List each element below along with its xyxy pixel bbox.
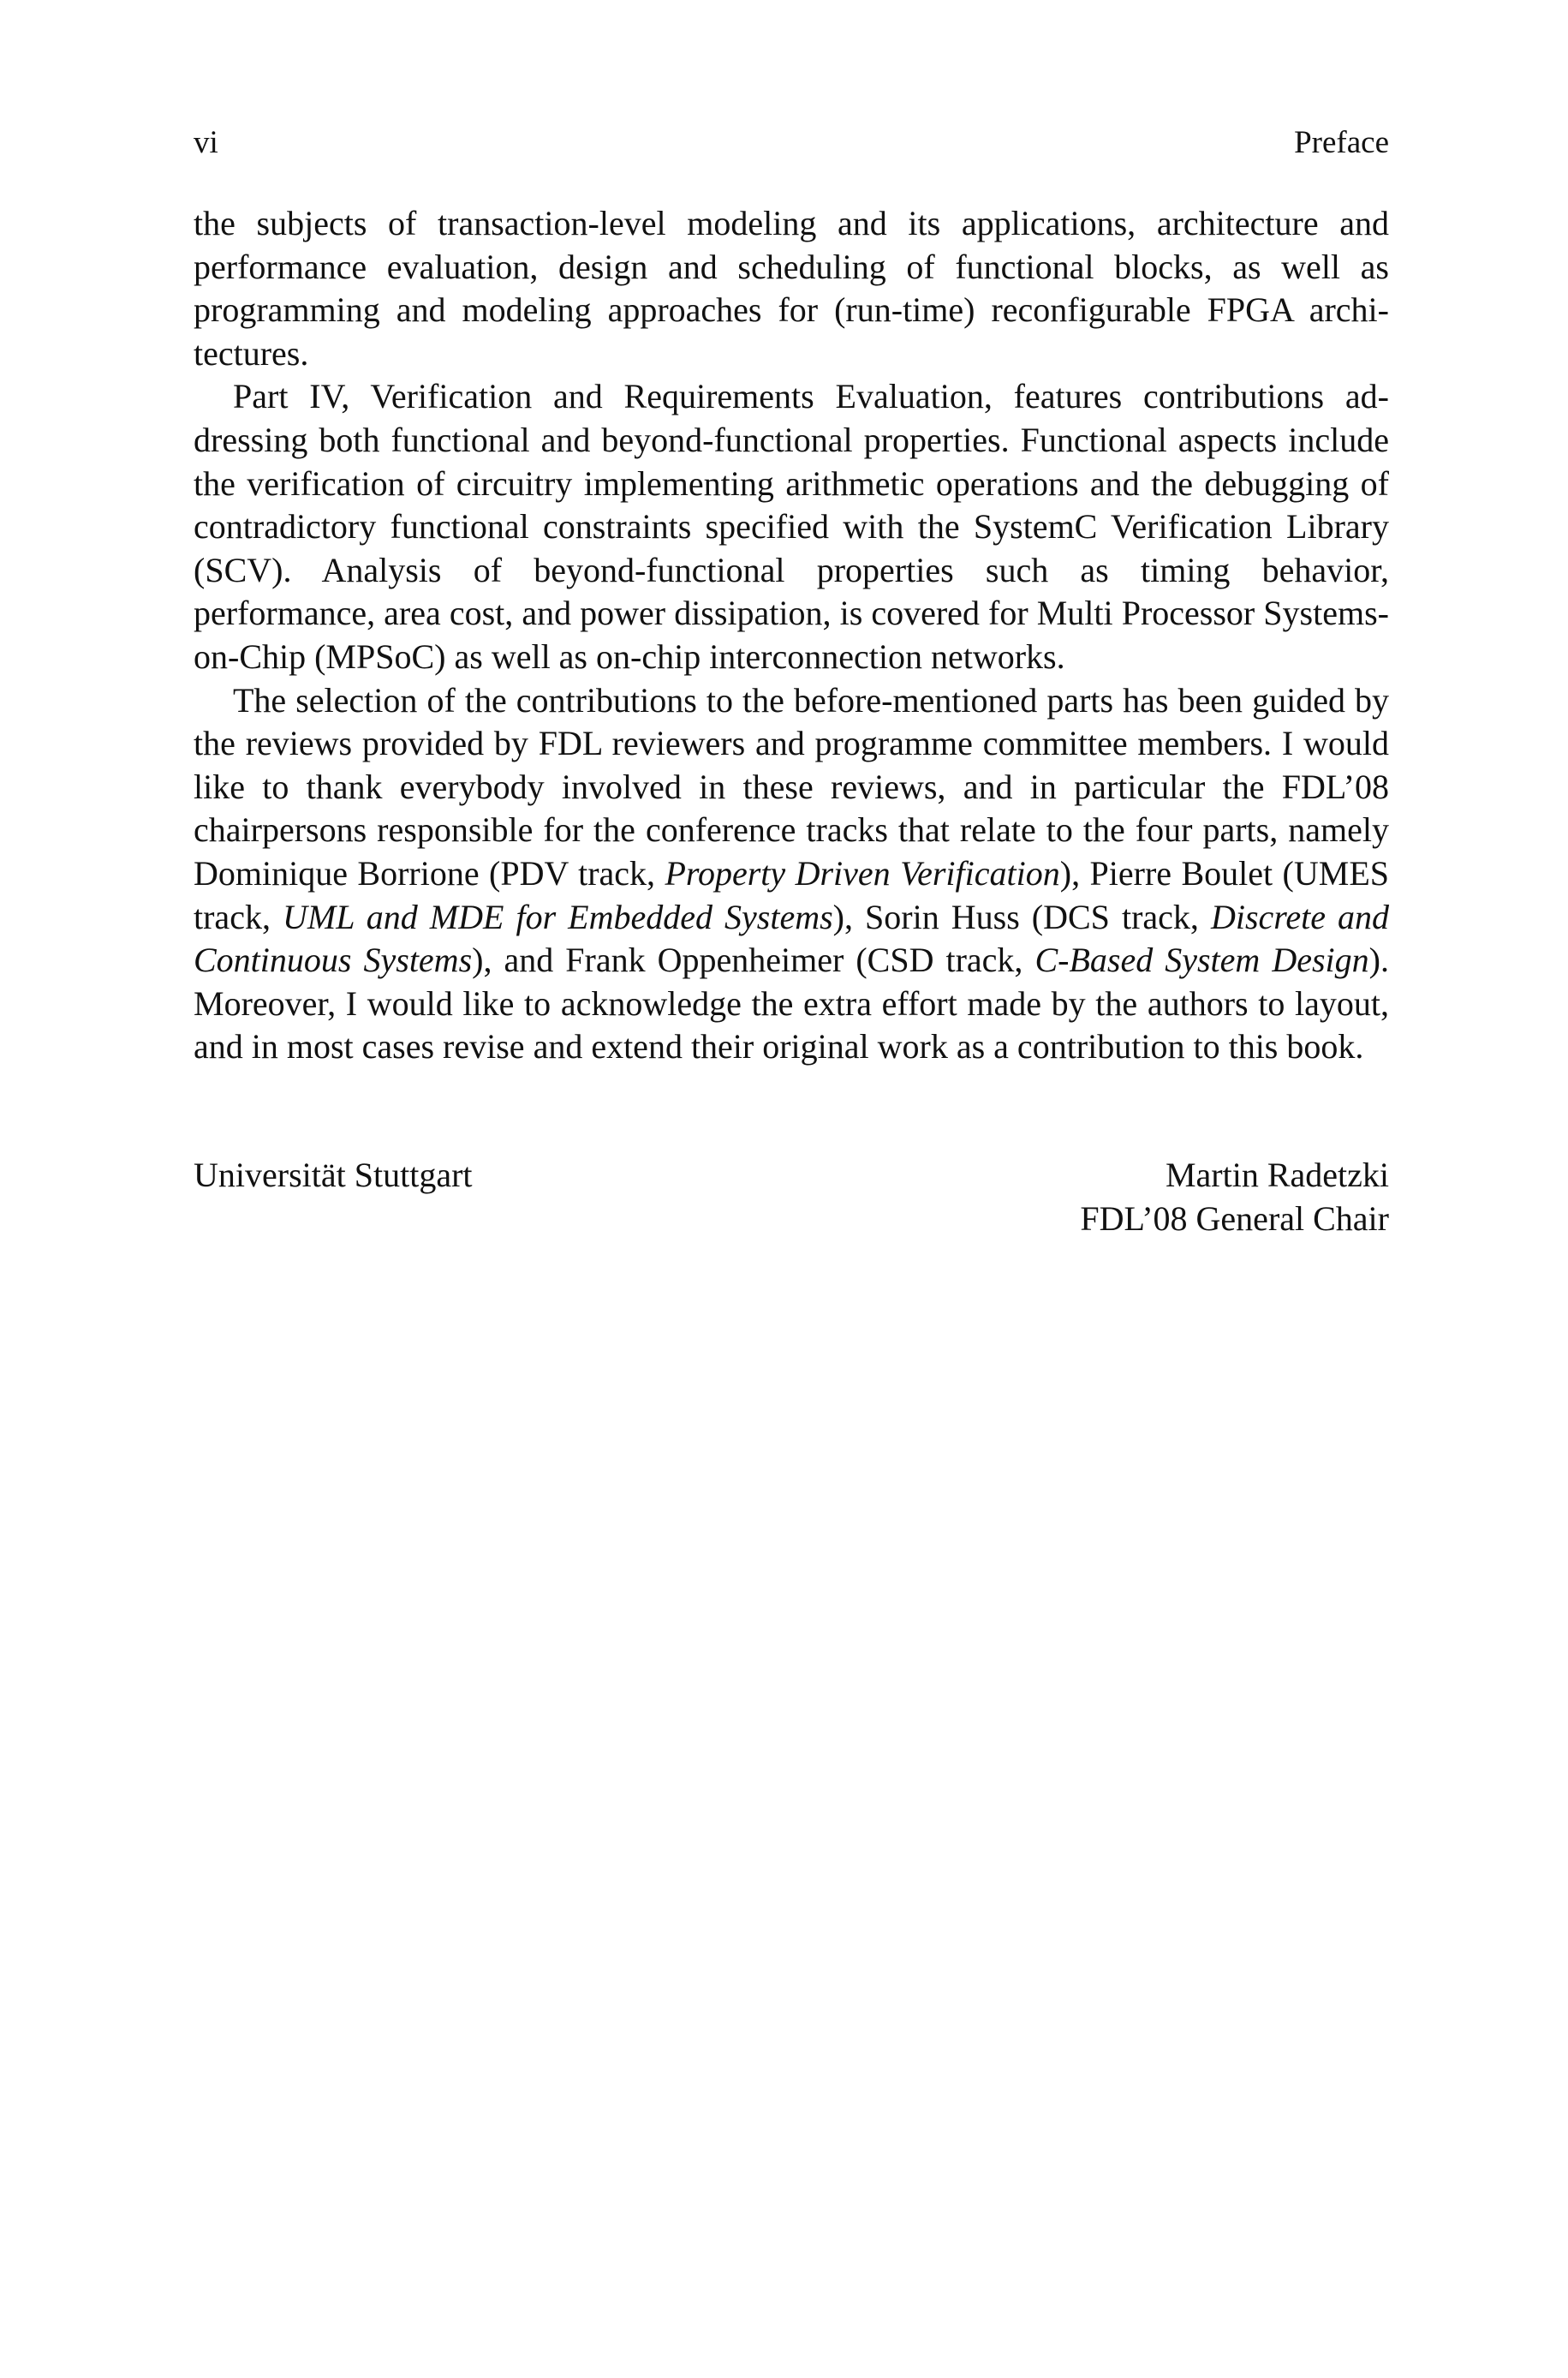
track-name-csd: C-Based System Design [1034, 941, 1369, 980]
paragraph-3 [194, 679, 1389, 1069]
paragraph-2: Part IV, Verification and Requirements Evaluation, features contributions addressing both functional and beyond-functional properties. Functional aspects include the verification of circuitry implementing arithmetic operations and the debugging of contradictory functional constraints specified with the SystemC Verification Library (SCV). Analysis of beyond-functional properties such as timing behavior, performance, area cost, and power dissipation, is covered for Multi Processor Systems-on-Chip (MPSoC) as well as on-chip interconnection networks. [194, 377, 1389, 676]
page-number: vi [194, 125, 218, 160]
paragraph-3-text: ), and Frank Oppenheimer (CSD track, [472, 941, 1035, 980]
paragraph-3-text: ). Moreover, I would like to acknowledge the extra effort made by the authors to layout, and in most cases revise and extend their original work as a contribution to this book. [194, 941, 1389, 1067]
track-name-umes: UML and MDE for Embedded Systems [282, 897, 833, 936]
paragraph-3-text: The selection of the contributions to the before-mentioned parts has been guided by the reviews provided by FDL reviewers and programme committee members. I would like to thank everybody involved in these reviews, and in particular the FDL’08 chairpersons responsible for the conference tracks that relate to the four parts, namely Dominique Borrione (PDV track, [194, 680, 1389, 893]
affiliation: Universität Stuttgart [194, 1156, 473, 1194]
paragraph-3-text: ), Sorin Huss (DCS track, [832, 897, 1211, 936]
paragraph-3-text: ), Pierre Boulet (UMES track, [194, 853, 1390, 936]
track-name-pdv: Property Driven Verification [665, 853, 1060, 893]
paragraph-1: the subjects of transaction-level modeling and its applications, architecture and performance evaluation, design and scheduling of functional blocks, as well as programming and modeling approaches for (run-time) reconfigurable FPGA architectures. [194, 204, 1389, 373]
author-name: Martin Radetzki [1165, 1156, 1389, 1194]
track-name-dcs: Discrete and Continuous Systems [194, 897, 1389, 980]
author-title: FDL’08 General Chair [1080, 1198, 1389, 1238]
signatory [1080, 1154, 1389, 1240]
running-head [194, 122, 1389, 164]
section-title: Preface [1294, 125, 1389, 160]
preface-body [194, 202, 1389, 1069]
